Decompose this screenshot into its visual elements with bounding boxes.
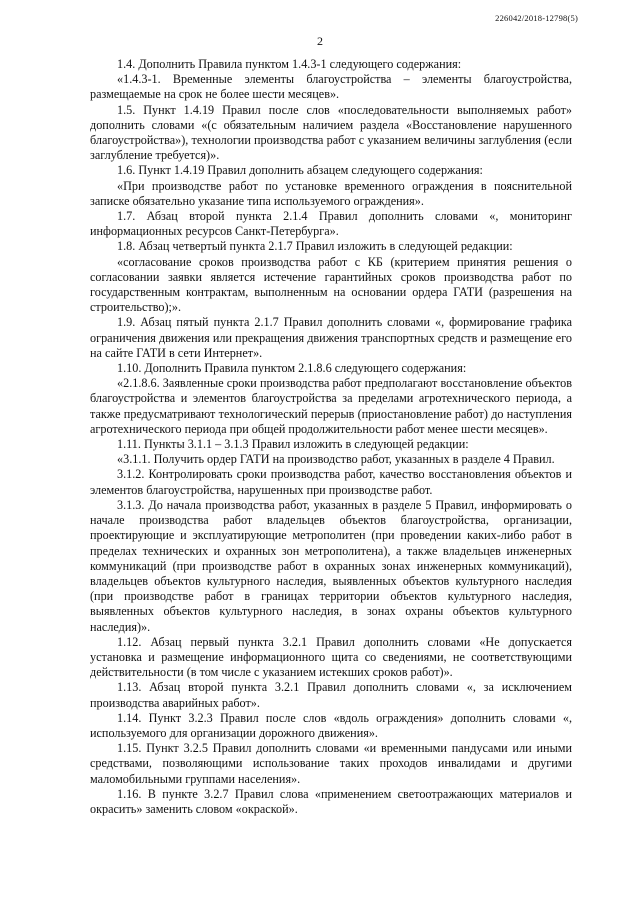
paragraph: 1.6. Пункт 1.4.19 Правил дополнить абзацем следующего содержания: xyxy=(117,163,483,178)
paragraph: 1.11. Пункты 3.1.1 – 3.1.3 Правил изложить в следующей редакции: xyxy=(117,437,469,452)
paragraph: 3.1.3. До начала производства работ, указанных в разделе 5 Правил, информировать о начале производства работ владельцев объектов благоустройства, организации, проектирующие и эксплуатирующие метрополитен (при проведении каких-либо работ в пределах технических и охранных зон метрополитена), а также владельцев инженерных коммуникаций (при производстве работ в охранных зонах инженерных коммуникаций), владельцев объектов культурного наследия, выявленных объектов культурного наследия (при производстве работ в границах территории объектов культурного наследия, выявленных объектов культурного наследия, в зонах охраны объектов культурного наследия)». xyxy=(90,497,572,634)
document-body xyxy=(90,57,572,817)
paragraph: «согласование сроков производства работ с КБ (критерием принятия решения о согласовании заявки является истечение гарантийных сроков производства работ по государственным контрактам, выполненным на основании ордера ГАТИ (разрешения на строительство);». xyxy=(90,254,572,315)
paragraph: 1.10. Дополнить Правила пунктом 2.1.8.6 следующего содержания: xyxy=(117,361,467,376)
paragraph: 1.13. Абзац второй пункта 3.2.1 Правил дополнить словами «, за исключением производства аварийных работ». xyxy=(90,680,572,710)
paragraph: 1.5. Пункт 1.4.19 Правил после слов «последовательности выполняемых работ» дополнить словами «(с обязательным наличием раздела «Восстановление нарушенного благоустройства»), технологии производства работ с указанием величины заглубления (если заглубление требуется)». xyxy=(90,102,572,163)
paragraph: «3.1.1. Получить ордер ГАТИ на производство работ, указанных в разделе 4 Правил. xyxy=(117,452,555,467)
paragraph: «При производстве работ по установке временного ограждения в пояснительной записке обязательно указание типа используемого ограждения». xyxy=(90,178,572,208)
paragraph: «1.4.3-1. Временные элементы благоустройства – элементы благоустройства, размещаемые на срок не более шести месяцев». xyxy=(90,72,572,102)
page-number: 2 xyxy=(317,34,323,48)
paragraph: 1.14. Пункт 3.2.3 Правил после слов «вдоль ограждения» дополнить словами «, используемого для организации дорожного движения». xyxy=(90,710,572,740)
paragraph: 1.7. Абзац второй пункта 2.1.4 Правил дополнить словами «, мониторинг информационных ресурсов Санкт-Петербурга». xyxy=(90,209,572,239)
paragraph: 1.9. Абзац пятый пункта 2.1.7 Правил дополнить словами «, формирование графика ограничения движения или прекращения движения транспортных средств и размещение его на сайте ГАТИ в сети Интернет». xyxy=(90,315,572,360)
paragraph: 1.4. Дополнить Правила пунктом 1.4.3-1 следующего содержания: xyxy=(117,57,462,71)
paragraph: 3.1.2. Контролировать сроки производства работ, качество восстановления объектов и элементов благоустройства, нарушенных при производстве работ. xyxy=(90,467,572,497)
paragraph: 1.15. Пункт 3.2.5 Правил дополнить словами «и временными пандусами или иными средствами, позволяющими использование таких проходов инвалидами и другими маломобильными группами населения». xyxy=(90,741,572,786)
paragraph: 1.16. В пункте 3.2.7 Правил слова «применением светоотражающих материалов и окрасить» заменить словом «окраской». xyxy=(90,786,572,816)
paragraph: «2.1.8.6. Заявленные сроки производства работ предполагают восстановление объектов благоустройства и элементов благоустройства за пределами агротехнического периода, а также предусматривают технологический перерыв (приостановление работ) до наступления агротехнического периода при общей продолжительности работ менее шести месяцев». xyxy=(90,376,572,436)
paragraph: 1.8. Абзац четвертый пункта 2.1.7 Правил изложить в следующей редакции: xyxy=(117,239,513,254)
document-number: 226042/2018-12798(5) xyxy=(495,13,578,23)
paragraph: 1.12. Абзац первый пункта 3.2.1 Правил дополнить словами «Не допускается установка и размещение информационного щита со сведениями, не соответствующими действительности (в том числе с указанием истекших сроков работ)». xyxy=(90,634,572,680)
